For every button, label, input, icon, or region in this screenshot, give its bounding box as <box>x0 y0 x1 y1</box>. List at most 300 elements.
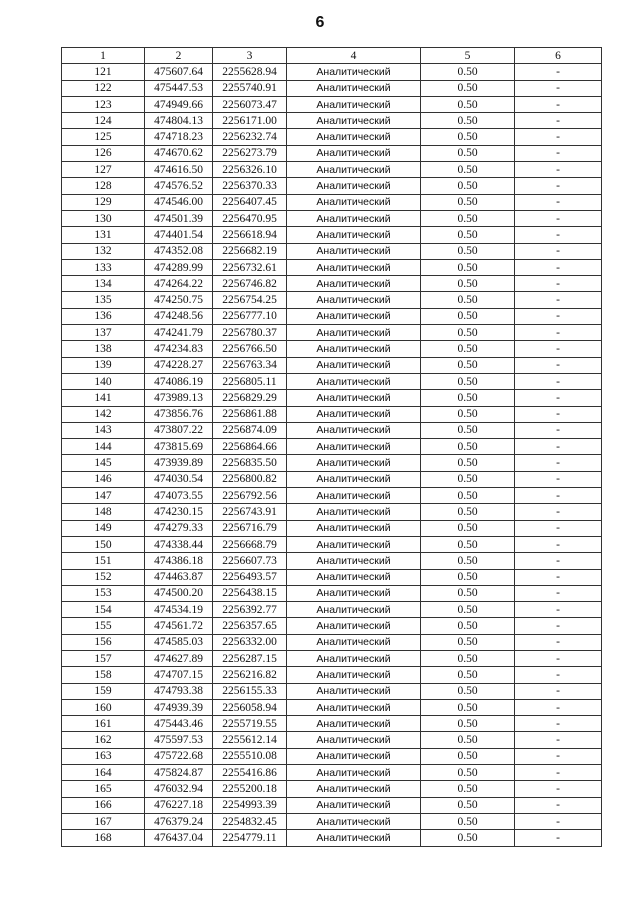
y-coordinate-cell: 2256058.94 <box>213 699 287 715</box>
x-coordinate-cell: 474627.89 <box>145 650 213 666</box>
note-cell: - <box>515 439 602 455</box>
accuracy-cell: 0.50 <box>421 667 515 683</box>
note-cell: - <box>515 325 602 341</box>
method-cell: Аналитический <box>287 699 421 715</box>
point-number-cell: 145 <box>62 455 145 471</box>
method-cell: Аналитический <box>287 439 421 455</box>
point-number-cell: 134 <box>62 276 145 292</box>
method-cell: Аналитический <box>287 178 421 194</box>
point-number-cell: 128 <box>62 178 145 194</box>
table-row <box>62 536 602 552</box>
note-cell: - <box>515 569 602 585</box>
method-cell: Аналитический <box>287 536 421 552</box>
table-row <box>62 504 602 520</box>
x-coordinate-cell: 473807.22 <box>145 422 213 438</box>
y-coordinate-cell: 2256668.79 <box>213 536 287 552</box>
table-row <box>62 765 602 781</box>
note-cell: - <box>515 194 602 210</box>
note-cell: - <box>515 390 602 406</box>
x-coordinate-cell: 474086.19 <box>145 373 213 389</box>
y-coordinate-cell: 2256732.61 <box>213 259 287 275</box>
note-cell: - <box>515 488 602 504</box>
point-number-cell: 143 <box>62 422 145 438</box>
method-cell: Аналитический <box>287 520 421 536</box>
x-coordinate-cell: 474585.03 <box>145 634 213 650</box>
method-cell: Аналитический <box>287 585 421 601</box>
y-coordinate-cell: 2256216.82 <box>213 667 287 683</box>
point-number-cell: 130 <box>62 210 145 226</box>
accuracy-cell: 0.50 <box>421 113 515 129</box>
y-coordinate-cell: 2256763.34 <box>213 357 287 373</box>
note-cell: - <box>515 536 602 552</box>
note-cell: - <box>515 667 602 683</box>
x-coordinate-cell: 474234.83 <box>145 341 213 357</box>
y-coordinate-cell: 2256805.11 <box>213 373 287 389</box>
point-number-cell: 125 <box>62 129 145 145</box>
point-number-cell: 146 <box>62 471 145 487</box>
method-cell: Аналитический <box>287 830 421 846</box>
method-cell: Аналитический <box>287 243 421 259</box>
note-cell: - <box>515 553 602 569</box>
note-cell: - <box>515 259 602 275</box>
point-number-cell: 132 <box>62 243 145 259</box>
accuracy-cell: 0.50 <box>421 243 515 259</box>
table-row <box>62 585 602 601</box>
x-coordinate-cell: 476032.94 <box>145 781 213 797</box>
y-coordinate-cell: 2254832.45 <box>213 813 287 829</box>
y-coordinate-cell: 2256743.91 <box>213 504 287 520</box>
note-cell: - <box>515 765 602 781</box>
note-cell: - <box>515 80 602 96</box>
x-coordinate-cell: 474228.27 <box>145 357 213 373</box>
table-row <box>62 667 602 683</box>
column-header-2: 2 <box>145 48 213 64</box>
column-header-3: 3 <box>213 48 287 64</box>
x-coordinate-cell: 474279.33 <box>145 520 213 536</box>
x-coordinate-cell: 474500.20 <box>145 585 213 601</box>
table-row <box>62 129 602 145</box>
point-number-cell: 124 <box>62 113 145 129</box>
point-number-cell: 160 <box>62 699 145 715</box>
table-row <box>62 80 602 96</box>
x-coordinate-cell: 473856.76 <box>145 406 213 422</box>
accuracy-cell: 0.50 <box>421 602 515 618</box>
point-number-cell: 162 <box>62 732 145 748</box>
accuracy-cell: 0.50 <box>421 830 515 846</box>
accuracy-cell: 0.50 <box>421 504 515 520</box>
point-number-cell: 140 <box>62 373 145 389</box>
table-row <box>62 162 602 178</box>
note-cell: - <box>515 113 602 129</box>
x-coordinate-cell: 474264.22 <box>145 276 213 292</box>
note-cell: - <box>515 276 602 292</box>
note-cell: - <box>515 813 602 829</box>
y-coordinate-cell: 2256618.94 <box>213 227 287 243</box>
point-number-cell: 138 <box>62 341 145 357</box>
accuracy-cell: 0.50 <box>421 569 515 585</box>
accuracy-cell: 0.50 <box>421 716 515 732</box>
method-cell: Аналитический <box>287 732 421 748</box>
y-coordinate-cell: 2256326.10 <box>213 162 287 178</box>
x-coordinate-cell: 475447.53 <box>145 80 213 96</box>
x-coordinate-cell: 476437.04 <box>145 830 213 846</box>
point-number-cell: 152 <box>62 569 145 585</box>
x-coordinate-cell: 474289.99 <box>145 259 213 275</box>
point-number-cell: 136 <box>62 308 145 324</box>
y-coordinate-cell: 2256232.74 <box>213 129 287 145</box>
accuracy-cell: 0.50 <box>421 765 515 781</box>
note-cell: - <box>515 520 602 536</box>
point-number-cell: 144 <box>62 439 145 455</box>
y-coordinate-cell: 2256780.37 <box>213 325 287 341</box>
note-cell: - <box>515 162 602 178</box>
table-row <box>62 243 602 259</box>
method-cell: Аналитический <box>287 308 421 324</box>
x-coordinate-cell: 474030.54 <box>145 471 213 487</box>
method-cell: Аналитический <box>287 259 421 275</box>
accuracy-cell: 0.50 <box>421 781 515 797</box>
point-number-cell: 150 <box>62 536 145 552</box>
accuracy-cell: 0.50 <box>421 276 515 292</box>
x-coordinate-cell: 474250.75 <box>145 292 213 308</box>
accuracy-cell: 0.50 <box>421 357 515 373</box>
x-coordinate-cell: 476227.18 <box>145 797 213 813</box>
x-coordinate-cell: 475597.53 <box>145 732 213 748</box>
point-number-cell: 154 <box>62 602 145 618</box>
note-cell: - <box>515 781 602 797</box>
note-cell: - <box>515 585 602 601</box>
point-number-cell: 131 <box>62 227 145 243</box>
y-coordinate-cell: 2256829.29 <box>213 390 287 406</box>
note-cell: - <box>515 830 602 846</box>
method-cell: Аналитический <box>287 748 421 764</box>
note-cell: - <box>515 797 602 813</box>
point-number-cell: 166 <box>62 797 145 813</box>
table-row <box>62 145 602 161</box>
accuracy-cell: 0.50 <box>421 259 515 275</box>
accuracy-cell: 0.50 <box>421 64 515 80</box>
table-row <box>62 96 602 112</box>
method-cell: Аналитический <box>287 373 421 389</box>
x-coordinate-cell: 475443.46 <box>145 716 213 732</box>
method-cell: Аналитический <box>287 276 421 292</box>
y-coordinate-cell: 2255740.91 <box>213 80 287 96</box>
point-number-cell: 167 <box>62 813 145 829</box>
table-row <box>62 569 602 585</box>
point-number-cell: 151 <box>62 553 145 569</box>
x-coordinate-cell: 474561.72 <box>145 618 213 634</box>
x-coordinate-cell: 473815.69 <box>145 439 213 455</box>
table-row <box>62 781 602 797</box>
column-header-5: 5 <box>421 48 515 64</box>
y-coordinate-cell: 2254993.39 <box>213 797 287 813</box>
y-coordinate-cell: 2256357.65 <box>213 618 287 634</box>
y-coordinate-cell: 2255719.55 <box>213 716 287 732</box>
note-cell: - <box>515 471 602 487</box>
point-number-cell: 155 <box>62 618 145 634</box>
method-cell: Аналитический <box>287 145 421 161</box>
point-number-cell: 156 <box>62 634 145 650</box>
method-cell: Аналитический <box>287 210 421 226</box>
table-row <box>62 406 602 422</box>
accuracy-cell: 0.50 <box>421 227 515 243</box>
method-cell: Аналитический <box>287 488 421 504</box>
method-cell: Аналитический <box>287 667 421 683</box>
point-number-cell: 161 <box>62 716 145 732</box>
y-coordinate-cell: 2256392.77 <box>213 602 287 618</box>
note-cell: - <box>515 406 602 422</box>
method-cell: Аналитический <box>287 634 421 650</box>
x-coordinate-cell: 473989.13 <box>145 390 213 406</box>
method-cell: Аналитический <box>287 341 421 357</box>
method-cell: Аналитический <box>287 227 421 243</box>
note-cell: - <box>515 227 602 243</box>
method-cell: Аналитический <box>287 553 421 569</box>
note-cell: - <box>515 650 602 666</box>
accuracy-cell: 0.50 <box>421 325 515 341</box>
accuracy-cell: 0.50 <box>421 520 515 536</box>
table-row <box>62 308 602 324</box>
method-cell: Аналитический <box>287 80 421 96</box>
x-coordinate-cell: 474501.39 <box>145 210 213 226</box>
table-row <box>62 634 602 650</box>
point-number-cell: 123 <box>62 96 145 112</box>
y-coordinate-cell: 2256746.82 <box>213 276 287 292</box>
y-coordinate-cell: 2255612.14 <box>213 732 287 748</box>
accuracy-cell: 0.50 <box>421 194 515 210</box>
method-cell: Аналитический <box>287 569 421 585</box>
note-cell: - <box>515 683 602 699</box>
method-cell: Аналитический <box>287 406 421 422</box>
x-coordinate-cell: 474352.08 <box>145 243 213 259</box>
note-cell: - <box>515 129 602 145</box>
table-row <box>62 439 602 455</box>
x-coordinate-cell: 474248.56 <box>145 308 213 324</box>
method-cell: Аналитический <box>287 455 421 471</box>
point-number-cell: 142 <box>62 406 145 422</box>
table-row <box>62 390 602 406</box>
accuracy-cell: 0.50 <box>421 80 515 96</box>
note-cell: - <box>515 357 602 373</box>
table-row <box>62 455 602 471</box>
method-cell: Аналитический <box>287 162 421 178</box>
x-coordinate-cell: 475607.64 <box>145 64 213 80</box>
table-row <box>62 325 602 341</box>
accuracy-cell: 0.50 <box>421 422 515 438</box>
method-cell: Аналитический <box>287 357 421 373</box>
table-row <box>62 683 602 699</box>
y-coordinate-cell: 2255628.94 <box>213 64 287 80</box>
table-row <box>62 520 602 536</box>
y-coordinate-cell: 2256792.56 <box>213 488 287 504</box>
y-coordinate-cell: 2256682.19 <box>213 243 287 259</box>
table-row <box>62 488 602 504</box>
accuracy-cell: 0.50 <box>421 553 515 569</box>
accuracy-cell: 0.50 <box>421 813 515 829</box>
x-coordinate-cell: 474241.79 <box>145 325 213 341</box>
note-cell: - <box>515 699 602 715</box>
table-row <box>62 373 602 389</box>
note-cell: - <box>515 145 602 161</box>
table-row <box>62 830 602 846</box>
y-coordinate-cell: 2256861.88 <box>213 406 287 422</box>
x-coordinate-cell: 473939.89 <box>145 455 213 471</box>
column-header-4: 4 <box>287 48 421 64</box>
note-cell: - <box>515 716 602 732</box>
x-coordinate-cell: 475824.87 <box>145 765 213 781</box>
y-coordinate-cell: 2255416.86 <box>213 765 287 781</box>
y-coordinate-cell: 2256155.33 <box>213 683 287 699</box>
point-number-cell: 133 <box>62 259 145 275</box>
note-cell: - <box>515 292 602 308</box>
point-number-cell: 126 <box>62 145 145 161</box>
accuracy-cell: 0.50 <box>421 96 515 112</box>
table-row <box>62 602 602 618</box>
accuracy-cell: 0.50 <box>421 471 515 487</box>
method-cell: Аналитический <box>287 504 421 520</box>
accuracy-cell: 0.50 <box>421 650 515 666</box>
method-cell: Аналитический <box>287 292 421 308</box>
accuracy-cell: 0.50 <box>421 439 515 455</box>
y-coordinate-cell: 2256754.25 <box>213 292 287 308</box>
accuracy-cell: 0.50 <box>421 178 515 194</box>
table-row <box>62 292 602 308</box>
x-coordinate-cell: 476379.24 <box>145 813 213 829</box>
accuracy-cell: 0.50 <box>421 373 515 389</box>
x-coordinate-cell: 474230.15 <box>145 504 213 520</box>
point-number-cell: 165 <box>62 781 145 797</box>
accuracy-cell: 0.50 <box>421 618 515 634</box>
x-coordinate-cell: 474707.15 <box>145 667 213 683</box>
method-cell: Аналитический <box>287 194 421 210</box>
x-coordinate-cell: 474534.19 <box>145 602 213 618</box>
point-number-cell: 153 <box>62 585 145 601</box>
point-number-cell: 158 <box>62 667 145 683</box>
y-coordinate-cell: 2256287.15 <box>213 650 287 666</box>
note-cell: - <box>515 243 602 259</box>
x-coordinate-cell: 474616.50 <box>145 162 213 178</box>
table-header-row <box>62 48 602 64</box>
note-cell: - <box>515 455 602 471</box>
y-coordinate-cell: 2256800.82 <box>213 471 287 487</box>
note-cell: - <box>515 634 602 650</box>
method-cell: Аналитический <box>287 716 421 732</box>
method-cell: Аналитический <box>287 422 421 438</box>
page-number: 6 <box>315 14 325 31</box>
y-coordinate-cell: 2256470.95 <box>213 210 287 226</box>
coordinates-table <box>61 47 602 847</box>
table-row <box>62 553 602 569</box>
note-cell: - <box>515 341 602 357</box>
table-row <box>62 732 602 748</box>
accuracy-cell: 0.50 <box>421 162 515 178</box>
accuracy-cell: 0.50 <box>421 292 515 308</box>
note-cell: - <box>515 602 602 618</box>
method-cell: Аналитический <box>287 390 421 406</box>
note-cell: - <box>515 64 602 80</box>
x-coordinate-cell: 474670.62 <box>145 145 213 161</box>
x-coordinate-cell: 474386.18 <box>145 553 213 569</box>
note-cell: - <box>515 96 602 112</box>
y-coordinate-cell: 2255510.08 <box>213 748 287 764</box>
table-body <box>62 64 602 846</box>
note-cell: - <box>515 618 602 634</box>
accuracy-cell: 0.50 <box>421 341 515 357</box>
y-coordinate-cell: 2256874.09 <box>213 422 287 438</box>
method-cell: Аналитический <box>287 325 421 341</box>
table-row <box>62 813 602 829</box>
accuracy-cell: 0.50 <box>421 455 515 471</box>
accuracy-cell: 0.50 <box>421 732 515 748</box>
accuracy-cell: 0.50 <box>421 699 515 715</box>
accuracy-cell: 0.50 <box>421 488 515 504</box>
table-row <box>62 618 602 634</box>
y-coordinate-cell: 2256766.50 <box>213 341 287 357</box>
note-cell: - <box>515 422 602 438</box>
y-coordinate-cell: 2256273.79 <box>213 145 287 161</box>
table-row <box>62 797 602 813</box>
y-coordinate-cell: 2256332.00 <box>213 634 287 650</box>
accuracy-cell: 0.50 <box>421 145 515 161</box>
note-cell: - <box>515 210 602 226</box>
note-cell: - <box>515 308 602 324</box>
point-number-cell: 129 <box>62 194 145 210</box>
method-cell: Аналитический <box>287 64 421 80</box>
accuracy-cell: 0.50 <box>421 129 515 145</box>
point-number-cell: 168 <box>62 830 145 846</box>
column-header-6: 6 <box>515 48 602 64</box>
table-row <box>62 259 602 275</box>
x-coordinate-cell: 474463.87 <box>145 569 213 585</box>
point-number-cell: 164 <box>62 765 145 781</box>
y-coordinate-cell: 2254779.11 <box>213 830 287 846</box>
table-row <box>62 748 602 764</box>
table-row <box>62 699 602 715</box>
method-cell: Аналитический <box>287 813 421 829</box>
table-row <box>62 113 602 129</box>
accuracy-cell: 0.50 <box>421 797 515 813</box>
x-coordinate-cell: 475722.68 <box>145 748 213 764</box>
point-number-cell: 137 <box>62 325 145 341</box>
y-coordinate-cell: 2256407.45 <box>213 194 287 210</box>
x-coordinate-cell: 474546.00 <box>145 194 213 210</box>
accuracy-cell: 0.50 <box>421 634 515 650</box>
y-coordinate-cell: 2256864.66 <box>213 439 287 455</box>
y-coordinate-cell: 2256835.50 <box>213 455 287 471</box>
table-row <box>62 64 602 80</box>
accuracy-cell: 0.50 <box>421 390 515 406</box>
point-number-cell: 157 <box>62 650 145 666</box>
y-coordinate-cell: 2256438.15 <box>213 585 287 601</box>
accuracy-cell: 0.50 <box>421 308 515 324</box>
table-row <box>62 357 602 373</box>
note-cell: - <box>515 178 602 194</box>
method-cell: Аналитический <box>287 781 421 797</box>
point-number-cell: 149 <box>62 520 145 536</box>
table-row <box>62 178 602 194</box>
table-row <box>62 341 602 357</box>
table-row <box>62 276 602 292</box>
point-number-cell: 163 <box>62 748 145 764</box>
y-coordinate-cell: 2256493.57 <box>213 569 287 585</box>
method-cell: Аналитический <box>287 618 421 634</box>
x-coordinate-cell: 474949.66 <box>145 96 213 112</box>
y-coordinate-cell: 2256607.73 <box>213 553 287 569</box>
note-cell: - <box>515 504 602 520</box>
point-number-cell: 127 <box>62 162 145 178</box>
x-coordinate-cell: 474073.55 <box>145 488 213 504</box>
y-coordinate-cell: 2256370.33 <box>213 178 287 194</box>
